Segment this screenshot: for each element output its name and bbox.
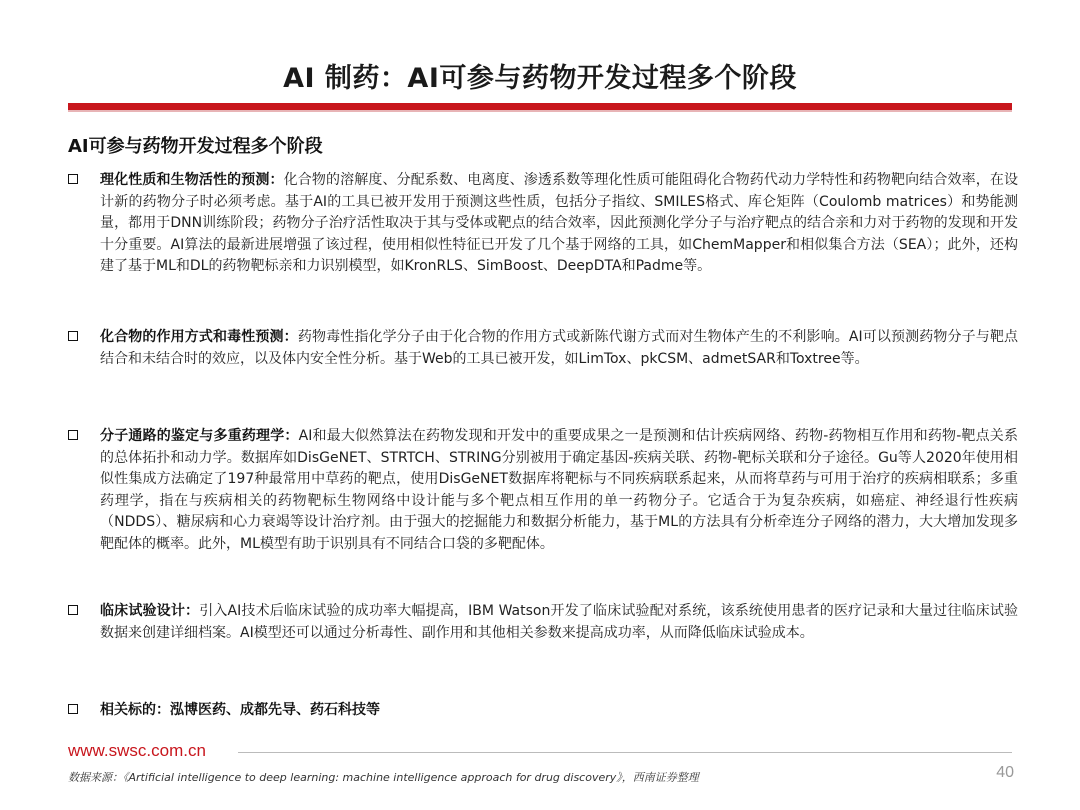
bullet-text [100,700,1018,722]
bullet-heading: 理化性质和生物活性的预测： [100,172,284,188]
bullet-text [100,601,1018,644]
bullet-text [100,327,1018,370]
bullet-text [100,170,1018,278]
title-divider [68,103,1012,110]
footer-divider [238,752,1012,753]
bullet-heading: 临床试验设计： [100,603,200,619]
title-divider-shadow [68,110,1012,112]
bullet-item-related-stocks [68,700,1018,722]
checkbox-bullet-icon [68,704,78,714]
bullet-item-toxicity [68,327,1018,370]
checkbox-bullet-icon [68,430,78,440]
bullet-text [100,426,1018,555]
section-heading: AI可参与药物开发过程多个阶段 [68,136,323,157]
footer-website-link[interactable]: www.swsc.com.cn [68,741,206,760]
page-title: AI 制药：AI可参与药物开发过程多个阶段 [283,63,797,94]
bullet-item-pathways [68,426,1018,555]
checkbox-bullet-icon [68,174,78,184]
bullet-body: 引入AI技术后临床试验的成功率大幅提高，IBM Watson开发了临床试验配对系统，该系统使用患者的医疗记录和大量过往临床试验数据来创建详细档案。AI模型还可以通过分析毒性、副作用和其他相关参数来提高成功率，从而降低临床试验成本。 [100,603,1018,641]
checkbox-bullet-icon [68,331,78,341]
page-number: 40 [996,764,1014,781]
bullet-item-clinical-trials [68,601,1018,644]
bullet-heading: 分子通路的鉴定与多重药理学： [100,428,299,444]
footer-source-note: 数据来源：《Artificial intelligence to deep learning: machine intelligence approach for drug discovery》，西南证券整理 [68,771,699,784]
bullet-heading: 相关标的：泓博医药、成都先导、药石科技等 [100,702,380,718]
bullet-heading: 化合物的作用方式和毒性预测： [100,329,298,345]
bullet-item-properties [68,170,1018,278]
checkbox-bullet-icon [68,605,78,615]
bullet-body: AI和最大似然算法在药物发现和开发中的重要成果之一是预测和估计疾病网络、药物-药物相互作用和药物-靶点关系的总体拓扑和动力学。数据库如DisGeNET、STRTCH、STRING分别被用于确定基因-疾病关联、药物-靶标关联和分子途径。Gu等人2020年使用相似性集成方法确定了197种最常用中草药的靶点，使用DisGeNET数据库将靶标与不同疾病联系起来，从而将草药与可用于治疗的疾病相联系；多重药理学，指在与疾病相关的药物靶标生物网络中设计能与多个靶点相互作用的单一药物分子。它适合于为复杂疾病，如癌症、神经退行性疾病（NDDS）、糖尿病和心力衰竭等设计治疗剂。由于强大的挖掘能力和数据分析能力，基于ML的方法具有分析牵连分子网络的潜力，大大增加发现多靶配体的概率。此外，ML模型有助于识别具有不同结合口袋的多靶配体。 [100,428,1018,552]
bullet-body: 化合物的溶解度、分配系数、电离度、渗透系数等理化性质可能阻碍化合物药代动力学特性和药物靶向结合效率，在设计新的药物分子时必须考虑。基于AI的工具已被开发用于预测这些性质，包括分子指纹、SMILES格式、库仑矩阵（Coulomb matrices）和势能测量，都用于DNN训练阶段；药物分子治疗活性取决于其与受体或靶点的结合效率，因此预测化学分子与治疗靶点的结合亲和力对于药物的发现和开发十分重要。AI算法的最新进展增强了该过程，使用相似性特征已开发了几个基于网络的工具，如ChemMapper和相似集合方法（SEA）；此外，还构建了基于ML和DL的药物靶标亲和力识别模型，如KronRLS、SimBoost、DeepDTA和Padme等。 [100,172,1018,274]
bullet-body: 药物毒性指化学分子由于化合物的作用方式或新陈代谢方式而对生物体产生的不利影响。AI可以预测药物分子与靶点结合和未结合时的效应，以及体内安全性分析。基于Web的工具已被开发，如LimTox、pkCSM、admetSAR和Toxtree等。 [100,329,1019,367]
